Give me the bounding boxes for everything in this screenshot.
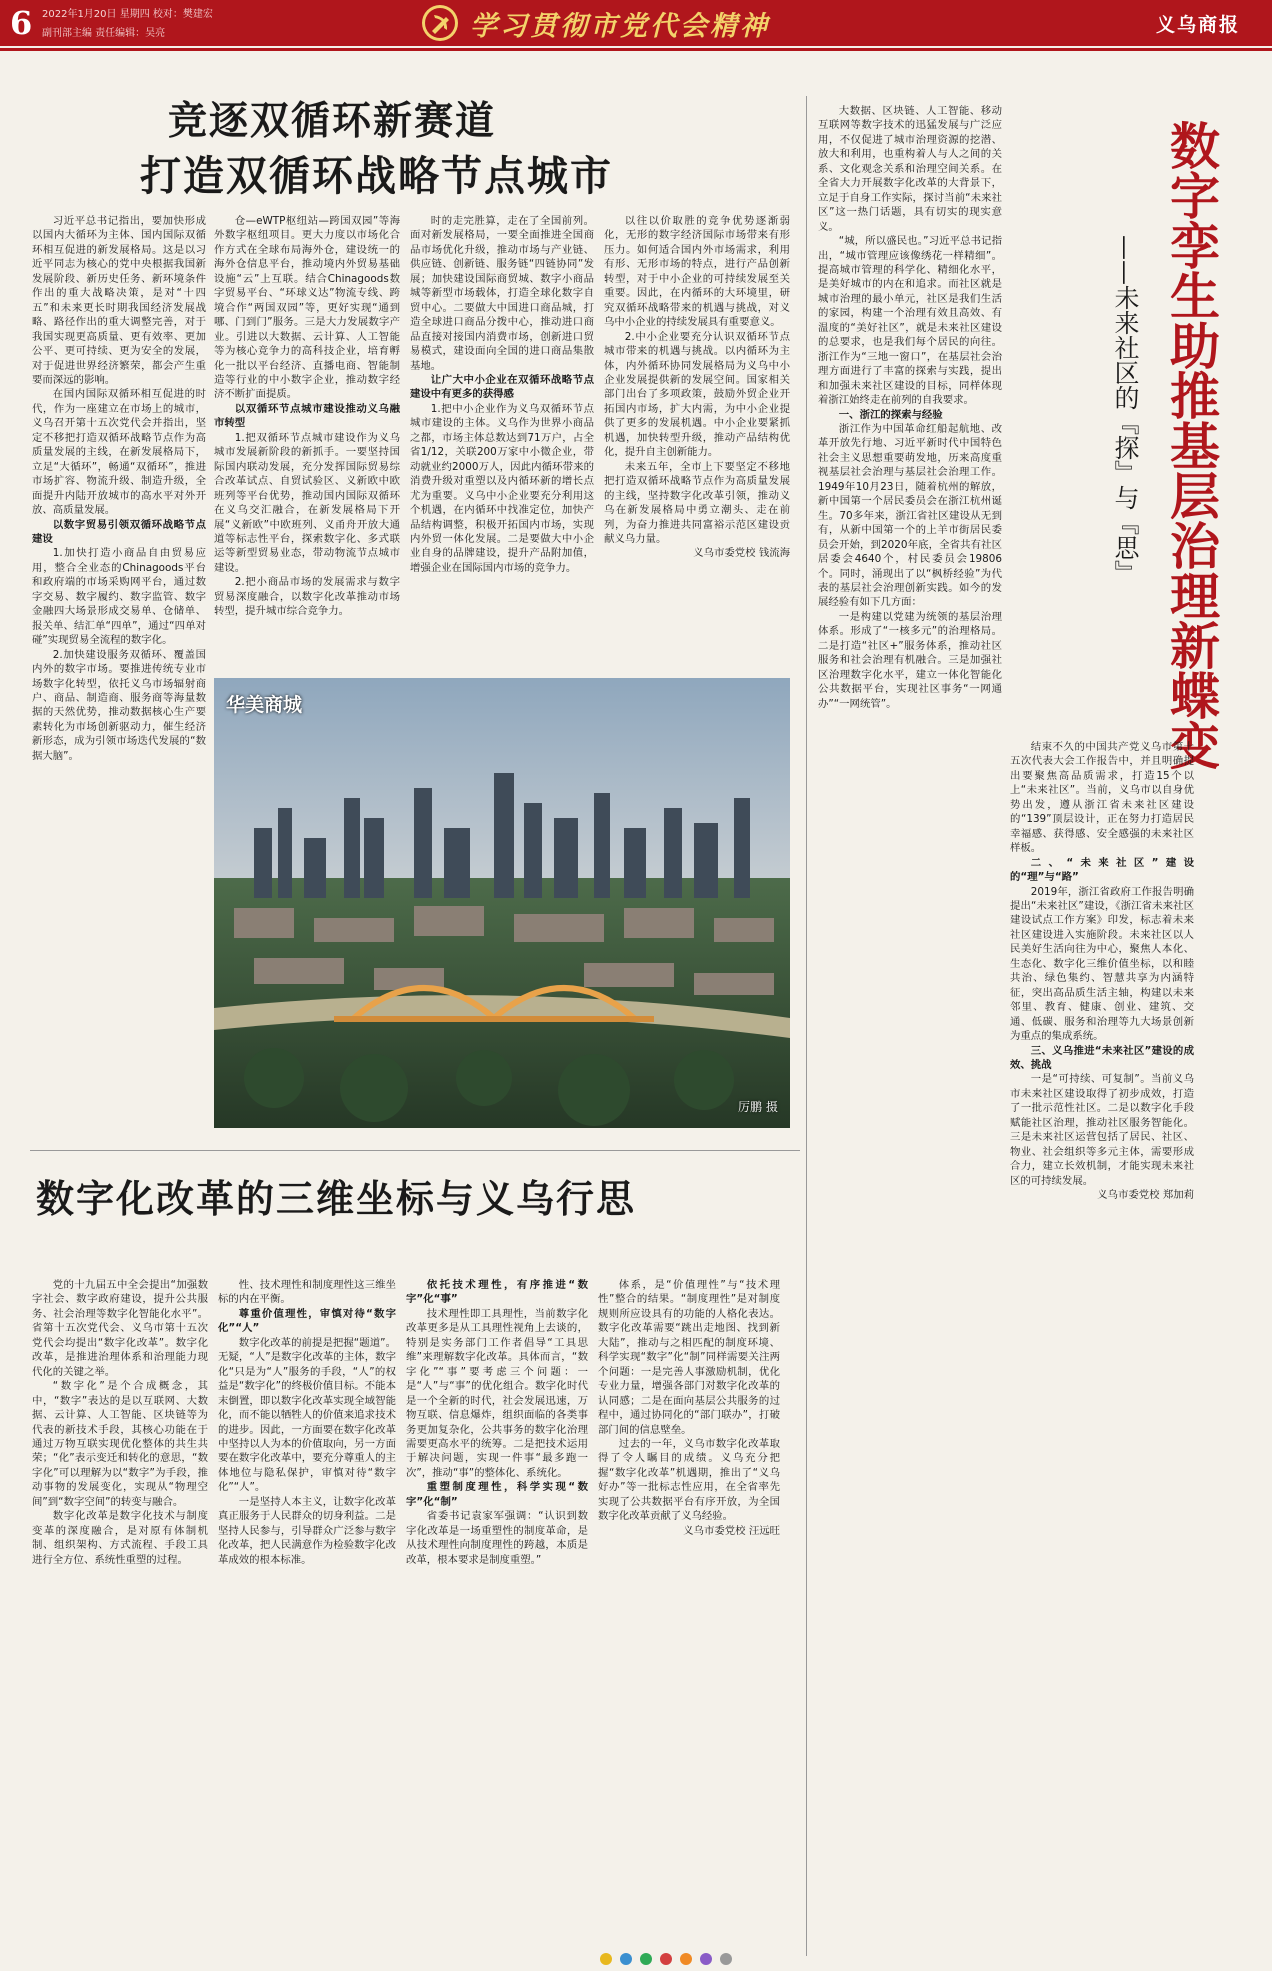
footer-dot — [700, 1953, 712, 1965]
subheading: 三、义乌推进“未来社区”建设的成效、挑战 — [1010, 1044, 1194, 1071]
article2-column-3 — [406, 1278, 588, 1948]
paragraph: 1.把中小企业作为义乌双循环节点城市建设的主体。义乌作为世界小商品之都，市场主体总数达到71万户，占全省1/12，关联200万家中小微企业，带动就业约2000万人，因此内循环带来的消费升级对重塑以及内循环新的增长点尤为重要。义乌中小企业要充分利用这个机遇，在内循环中找准定位，加快产品结构调整，积极开拓国内市场，实现内外贸一体化发展。二是要做大中小企业自身的品牌建设，提升产品附加值，增强企业在国际国内市场的竞争力。 — [410, 402, 594, 574]
paragraph: 大数据、区块链、人工智能、移动互联网等数字技术的迅猛发展与广泛应用，不仅促进了城市治理资源的挖潜、放大和利用，也重构着人与人之间的关系、文化观念关系和治理空间关系。在全省大力开展数字化改革的大背景下，立足于自身工作实际，探讨当前“未来社区”这一热门话题，具有切实的现实意义。 — [818, 105, 1002, 233]
paragraph: 一是坚持人本主义，让数字化改革真正服务于人民群众的切身利益。二是坚持人民参与，引导群众广泛参与数字化改革，把人民满意作为检验数字化改革成效的根本标准。 — [218, 1495, 396, 1566]
paragraph: 一是构建以党建为统领的基层治理体系。形成了“一核多元”的治理格局。二是打造“社区+”服务体系，推动社区服务和社会治理有机融合。三是加强社区治理数字化水平，建立一体化智能化公共数据平台，实现社区事务“一网通办”“一网统管”。 — [818, 610, 1002, 710]
subheading: 以双循环节点城市建设推动义乌融市转型 — [214, 402, 400, 430]
footer-dot — [600, 1953, 612, 1965]
editor-line: 副刊部主编 责任编辑：吴亮 — [42, 28, 166, 39]
paragraph: 仓—eWTP枢纽站—跨国双园”等海外数字枢纽项目。更大力度以市场化合作方式在全球布局海外仓，建设统一的海外仓信息平台，推动境内外贸易基础设施“云”上互联。结合Chinagoods数字贸易平台、“环球义达”物流专线、跨境合作“两国双园”等，更好实现“通到哪、门到门”服务。三是大力发展数字产业。引进以大数据、云计算、人工智能等为核心竞争力的高科技企业，培育孵化一批以平台经济、直播电商、智能制造等行业的中小数字企业，推动数字经济不断扩面提质。 — [214, 215, 400, 401]
paragraph: “城，所以盛民也。”习近平总书记指出，“城市管理应该像绣花一样精细”。提高城市管理的科学化、精细化水平，是美好城市的内在和追求。而社区就是城市治理的最小单元，社区是我们生活的家园，构建一个治理有效且高效、有温度的“美好社区”，就是未来社区建设的总要求，也是我们每个居民的向往。浙江作为“三地一窗口”，在基层社会治理方面进行了丰富的探索与实践，提出和加强未来社区建设的目标，同样体现着浙江始终走在前列的自我要求。 — [818, 235, 1002, 407]
article3-subheadline: ——未来社区的『探』与『思』 — [1111, 235, 1140, 585]
paragraph: 性、技术理性和制度理性这三维坐标的内在平衡。 — [218, 1279, 396, 1306]
subheading: 重塑制度理性，科学实现“数字”化“制” — [406, 1481, 588, 1508]
page-number: 6 — [10, 4, 33, 42]
city-skyline-photo — [214, 678, 790, 1128]
paragraph: 2.加快建设服务双循环、覆盖国内外的数字市场。要推进传统专业市场数字化转型，依托义乌市场辐射商户、商品、制造商、服务商等海量数据的天然优势，推动数据核心生产要素转化为市场创新驱动力，催生经济新形态，成为引领市场迭代发展的“数据大脑”。 — [32, 648, 206, 762]
paper-name: 义乌商报 — [1156, 14, 1241, 36]
paragraph: 结束不久的中国共产党义乌市第十五次代表大会工作报告中，并且明确提出要聚焦高品质需求，打造15个以上“未来社区”。当前，义乌市以自身优势出发，遵从浙江省未来社区建设的“139”顶层设计，正在努力打造居民幸福感、获得感、安全感强的未来社区样板。 — [1010, 741, 1194, 855]
article1-column-1 — [32, 214, 206, 1278]
article1-column-4 — [604, 214, 790, 666]
paragraph: 2019年，浙江省政府工作报告明确提出“未来社区”建设，《浙江省未来社区建设试点工作方案》印发，标志着未来社区建设进入实施阶段。未来社区以人民美好生活向往为中心，聚焦人本化、生态化、数字化三维价值坐标，以和睦共治、绿色集约、智慧共享为内涵特征，突出高品质生活主轴，构建以未来邻里、教育、健康、创业、建筑、交通、低碳、服务和治理等九大场景创新为重点的集成系统。 — [1010, 885, 1194, 1043]
paragraph: 体系，是“价值理性”与“技术理性”整合的结果。“制度理性”是对制度规则所应设具有的功能的人格化表达。数字化改革需要“跳出走地图、找到新大陆”，推动与之相匹配的制度环境、科学实现“数字”化“制”同样需要关注两个问题：一是完善人事激励机制，优化专业力量，增强各部门对数字化改革的认同感；二是在面向基层公共服务的过程中，通过协同化的“部门联办”，打破部门间的信息壁垒。 — [598, 1279, 780, 1436]
paragraph: “数字化”是个合成概念，其中，“数字”表达的是以互联网、大数据、云计算、人工智能、区块链等为代表的新技术手段，其核心功能在于通过万物互联实现优化整体的共生共荣；“化”表示变迁和转化的意思，“数字化”可以理解为以“数字”为手段，推动事物的发展变化，实现从“物理空间”到“数字空间”的转变与融合。 — [32, 1380, 208, 1508]
article1-column-3 — [410, 214, 594, 666]
paragraph: 过去的一年，义乌市数字化改革取得了令人瞩目的成绩。义乌充分把握“数字化改革”机遇期，推出了“义乌好办”等一批标志性应用，在全省率先实现了公共数据平台有序开放，为全国数字化改革贡献了义乌经验。 — [598, 1437, 780, 1523]
byline: 义乌市委党校 钱流海 — [693, 547, 790, 560]
article2-headline: 数字化改革的三维坐标与义乌行思 — [36, 1176, 637, 1221]
photo-caption-label: 华美商城 — [226, 694, 303, 716]
date-line: 2022年1月20日 星期四 校对：樊建宏 — [42, 9, 213, 20]
section-divider — [30, 1150, 800, 1151]
paragraph: 2.把小商品市场的发展需求与数字贸易深度融合，以数字化改革推动市场转型，提升城市综合竞争力。 — [214, 576, 400, 618]
footer-dot — [660, 1953, 672, 1965]
footer-dot — [620, 1953, 632, 1965]
article1-headline-line1: 竞逐双循环新赛道 — [168, 98, 497, 144]
section-title: 学习贯彻市党代会精神 — [470, 11, 770, 42]
party-emblem-icon — [420, 3, 460, 43]
article3-column-2 — [1010, 740, 1194, 1952]
paragraph: 党的十九届五中全会提出“加强数字社会、数字政府建设，提升公共服务、社会治理等数字化智能化水平”。省第十五次党代会、义乌市第十五次党代会均提出“数字化改革”。数字化改革，是推进治理体系和治理能力现代化的关键之举。 — [32, 1279, 208, 1378]
article3-headline: 数字孪生助推基层治理新蝶变 — [1162, 120, 1221, 770]
header-rule — [0, 48, 1272, 51]
paragraph: 以往以价取胜的竞争优势逐渐弱化，无形的数字经济国际市场带来有形压力。如何适合国内外市场需求，利用有形、无形市场的特点，进行产品创新转型，对于中小企业的可持续发展至关重要。因此，在内循环的大环境里，研究双循环战略带来的机遇与挑战，对义乌中小企业的持续发展具有重要意义。 — [604, 215, 790, 329]
subheading: 二、“未来社区”建设的“理”与“路” — [1010, 856, 1194, 884]
paragraph: 习近平总书记指出，要加快形成以国内大循环为主体、国内国际双循环相互促进的新发展格局。这是以习近平同志为核心的党中央根据我国新发展阶段、新历史任务、新环境条件作出的重大战略决策，是对“十四五”和未来更长时期我国经济发展战略、路径作出的重大调整完善，对于我国实现更高质量、更有效率、更加公平、更可持续、更为安全的发展，对于促进世界经济繁荣，都会产生重要而深远的影响。 — [32, 215, 206, 386]
subheading: 让广大中小企业在双循环战略节点建设中有更多的获得感 — [410, 373, 594, 401]
paragraph: 浙江作为中国革命红船起航地、改革开放先行地、习近平新时代中国特色社会主义思想重要萌发地，历来高度重视基层社会治理与基层社会治理工作。1949年10月23日，随着杭州的解放，新中国第一个居民委员会在浙江杭州诞生。70多年来，浙江省社区建设从无到有，从新中国第一个的上羊市街居民委员会开始，到2020年底，全省共有社区居委会4640个，村民委员会19806个。同时，涌现出了以“枫桥经验”为代表的基层社会治理创新实践。如今的发展经验有如下几方面： — [818, 422, 1002, 609]
paragraph: 省委书记袁家军强调：“认识到数字化改革是一场重塑性的制度革命，是从技术理性向制度理性的跨越，本质是改革，根本要求是制度重塑。” — [406, 1510, 588, 1566]
byline: 义乌市委党校 郑加莉 — [1097, 1189, 1194, 1202]
article2-column-1 — [32, 1278, 208, 1948]
subheading: 依托技术理性，有序推进“数字”化“事” — [406, 1279, 588, 1306]
article2-column-4 — [598, 1278, 780, 1948]
footer-dot — [640, 1953, 652, 1965]
footer-color-dots — [600, 1950, 900, 1966]
paragraph: 1.把双循环节点城市建设作为义乌城市发展新阶段的新抓手。一要坚持国际国内联动发展，充分发挥国际贸易综合改革试点、自贸试验区、义新欧中欧班列等平台优势，推动国内国际双循环在义乌交汇融合，在新发展格局下开展“义新欧”中欧班列、义甬舟开放大通道等标志性平台，探索数字化、多式联运等新型贸易业态，带动物流节点城市建设。 — [214, 431, 400, 574]
paragraph: 2.中小企业要充分认识双循环节点城市带来的机遇与挑战。以内循环为主体，内外循环协同发展格局为义乌中小企业发展提供新的发展空间。国家相关部门出台了多项政策，鼓励外贸企业开拓国内市场，扩大内需，为中小企业提供了更多的发展机遇。中小企业要紧抓机遇，加快转型升级，推动产品结构优化，提升自主创新能力。 — [604, 330, 790, 459]
paragraph: 一是“可持续、可复制”。当前义乌市未来社区建设取得了初步成效，打造了一批示范性社区。二是以数字化手段赋能社区治理，推动社区服务智能化。三是未来社区运营包括了居民、社区、物业、社会组织等多元主体，需要形成合力，建立长效机制，才能实现未来社区的可持续发展。 — [1010, 1073, 1194, 1187]
footer-dot — [680, 1953, 692, 1965]
paragraph: 数字化改革是数字化技术与制度变革的深度融合，是对原有体制机制、组织架构、方式流程、手段工具进行全方位、系统性重塑的过程。 — [32, 1510, 208, 1566]
subheading: 尊重价值理性，审慎对待“数字化”“人” — [218, 1307, 396, 1335]
article3-column-1 — [818, 104, 1002, 1952]
article2-column-2 — [218, 1278, 396, 1948]
paragraph: 技术理性即工具理性，当前数字化改革更多是从工具理性视角上去谈的，特别是实务部门工作者倡导“工具思维”来理解数字化改革。具体而言，“数字化”“事”要考虑三个问题：一是“人”与“事”的优化组合。数字化时代是一个全新的时代，社会发展迅速，万物互联、信息爆炸，组织面临的各类事务更加复杂化，公共事务的数字化治理需要更高水平的统筹。二是把技术运用于解决问题，实现一件事“最多跑一次”，推动“事”的整体化、系统化。 — [406, 1307, 588, 1479]
paragraph: 时的走完胜算，走在了全国前列。面对新发展格局，一要全面推进全国商品市场优化升级，推动市场与产业链、供应链、创新链、服务链“四链协同”发展；加快建设国际商贸城、数字小商品城等新型市场载体，打造全球化数字自贸中心。二要做大中国进口商品城，打造全球进口商品分拨中心，推动进口商品直接对接国内消费市场，创新进口贸易模式，建设面向全国的进口商品集散基地。 — [410, 215, 594, 372]
paragraph: 1.加快打造小商品自由贸易应用，整合全业态的Chinagoods平台和政府端的市场采购网平台，通过数字交易、数字履约、数字监管、数字金融四大场景形成交易单、仓储单、报关单、结汇单“四单”，通过“四单对碰”实现贸易全流程的数字化。 — [32, 547, 206, 647]
photo-credit: 厉鹏 摄 — [738, 1100, 778, 1114]
paragraph: 在国内国际双循环相互促进的时代，作为一座建立在市场上的城市，义乌召开第十五次党代会并指出，坚定不移把打造双循环战略节点作为高质量发展的主线，在新发展格局下，立足“大循环”，畅通“双循环”，推进市场扩容、物流升级、制造升级，全面提升内陆开放城市的高水平对外开放、高质量发展。 — [32, 388, 206, 517]
subheading: 以数字贸易引领双循环战略节点建设 — [32, 518, 206, 545]
paragraph: 未来五年，全市上下要坚定不移地把打造双循环战略节点作为高质量发展的主线，坚持数字化改革引领，推动义乌在新发展格局中勇立潮头、走在前列，为奋力推进共同富裕示范区建设贡献义乌力量。 — [604, 460, 790, 545]
subheading: 一、浙江的探索与经验 — [838, 408, 943, 421]
byline: 义乌市委党校 汪远旺 — [683, 1524, 780, 1537]
paragraph: 数字化改革的前提是把握“题道”。无疑，“人”是数字化改革的主体，数字化“只是为“人”服务的手段，“人”的权益是“数字化”的终极价值目标。不能本末倒置，即以数字化改革实现全域智能化，而不能以牺牲人的价值来追求技术的进步。因此，一方面要在数字化改革中坚持以人为本的价值取向，另一方面要在数字化改革中，要充分尊重人的主体地位与隐私保护，审慎对待“数字化”“人”。 — [218, 1336, 396, 1494]
footer-dot — [720, 1953, 732, 1965]
article1-column-2 — [214, 214, 400, 666]
column-divider — [806, 96, 807, 1956]
article1-headline-line2: 打造双循环战略节点城市 — [140, 152, 613, 200]
